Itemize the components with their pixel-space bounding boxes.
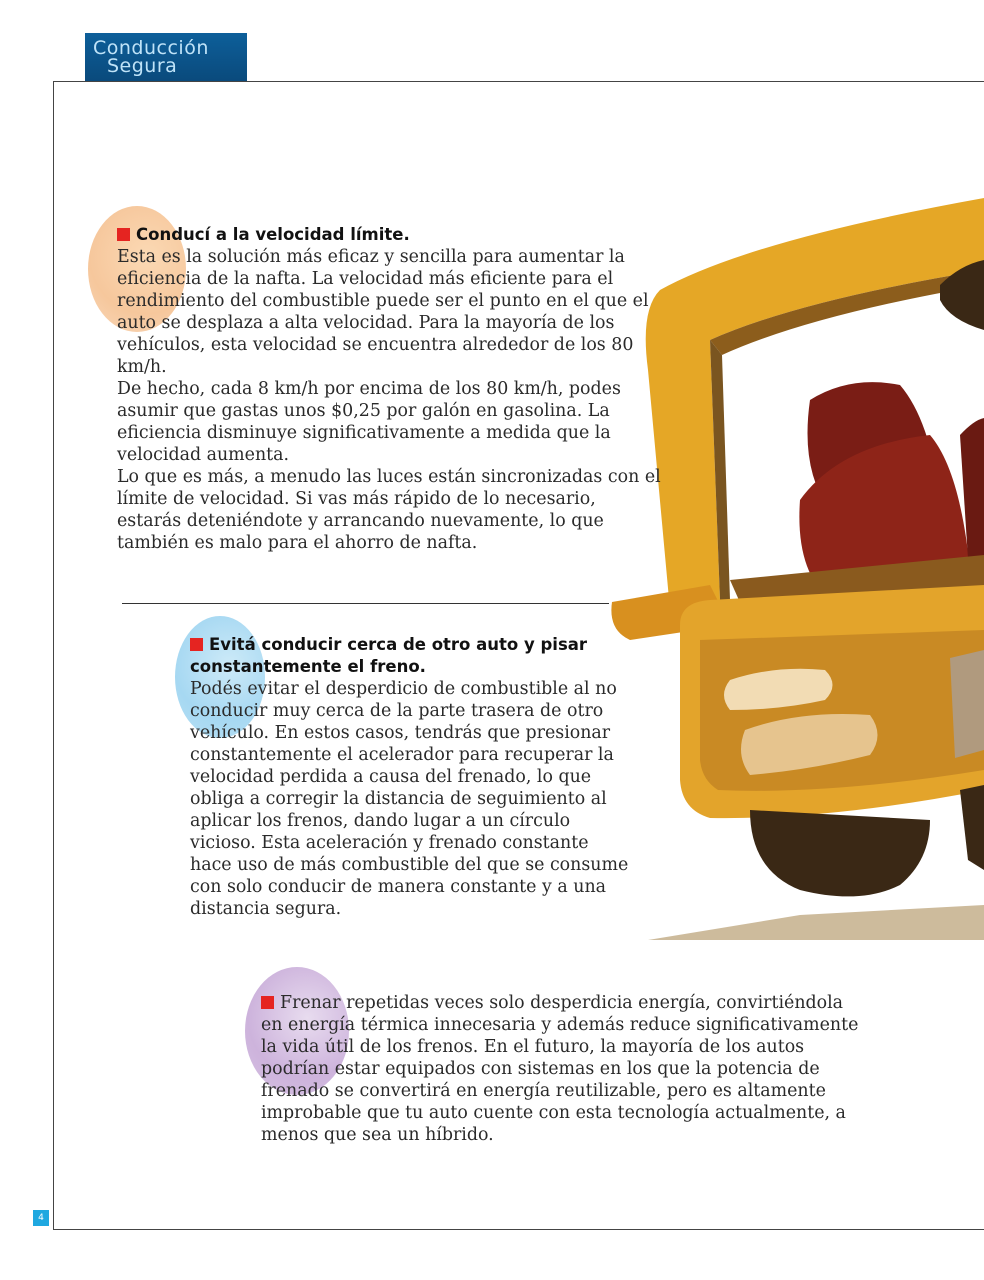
page-frame-top: [53, 81, 984, 82]
page-frame-left: [53, 81, 54, 1230]
section-speed-limit: [117, 224, 662, 554]
section-divider: [122, 603, 609, 604]
magazine-logo: [85, 33, 247, 81]
red-square-bullet-icon: [190, 638, 203, 651]
paragraph: Podés evitar el desperdicio de combustible al no conducir muy cerca de la parte trasera de otro vehículo. En estos casos, tendrás que presionar constantemente el acelerador para recuperar la velocidad perdida a causa del frenado, lo que obliga a corregir la distancia de seguimiento al aplicar los frenos, dando lugar a un círculo vicioso. Esta aceleración y frenado constante hace uso de más combustible del que se consume con solo conducir de manera constante y a una distancia segura.: [190, 679, 629, 919]
section-heading: Evitá conducir cerca de otro auto y pisar constantemente el freno.: [190, 635, 588, 676]
red-square-bullet-icon: [261, 996, 274, 1009]
logo-line-1: Conducción: [93, 37, 209, 59]
section-heading: Conducí a la velocidad límite.: [117, 224, 662, 246]
paragraph: De hecho, cada 8 km/h por encima de los 80 km/h, podes asumir que gastas unos $0,25 por galón en gasolina. La eficiencia disminuye significativamente a medida que la velocidad aumenta.: [117, 379, 621, 465]
section-following-distance: [190, 634, 630, 920]
paragraph: Esta es la solución más eficaz y sencilla para aumentar la eficiencia de la nafta. La velocidad más eficiente para el rendimiento del combustible puede ser el punto en el que el auto se desplaza a alta velocidad. Para la mayoría de los vehículos, esta velocidad se encuentra alrededor de los 80 km/h.: [117, 247, 649, 377]
page-frame-bottom: [53, 1229, 984, 1230]
paragraph: Lo que es más, a menudo las luces están sincronizadas con el límite de velocidad. Si vas más rápido de lo necesario, estarás deteniéndote y arrancando nuevamente, lo que también es malo para el ahorro de nafta.: [117, 467, 661, 553]
paragraph: Frenar repetidas veces solo desperdicia energía, convirtiéndola en energía térmica innecesaria y además reduce significativamente la vida útil de los frenos. En el futuro, la mayoría de los autos podrían estar equipados con sistemas en los que la potencia de frenado se convertirá en energía reutilizable, pero es altamente improbable que tu auto cuente con esta tecnología actualmente, a menos que sea un híbrido.: [261, 993, 859, 1145]
page-number: 4: [33, 1210, 49, 1226]
section-braking: [261, 992, 861, 1146]
logo-line-2: Segura: [107, 55, 178, 77]
red-square-bullet-icon: [117, 228, 130, 241]
